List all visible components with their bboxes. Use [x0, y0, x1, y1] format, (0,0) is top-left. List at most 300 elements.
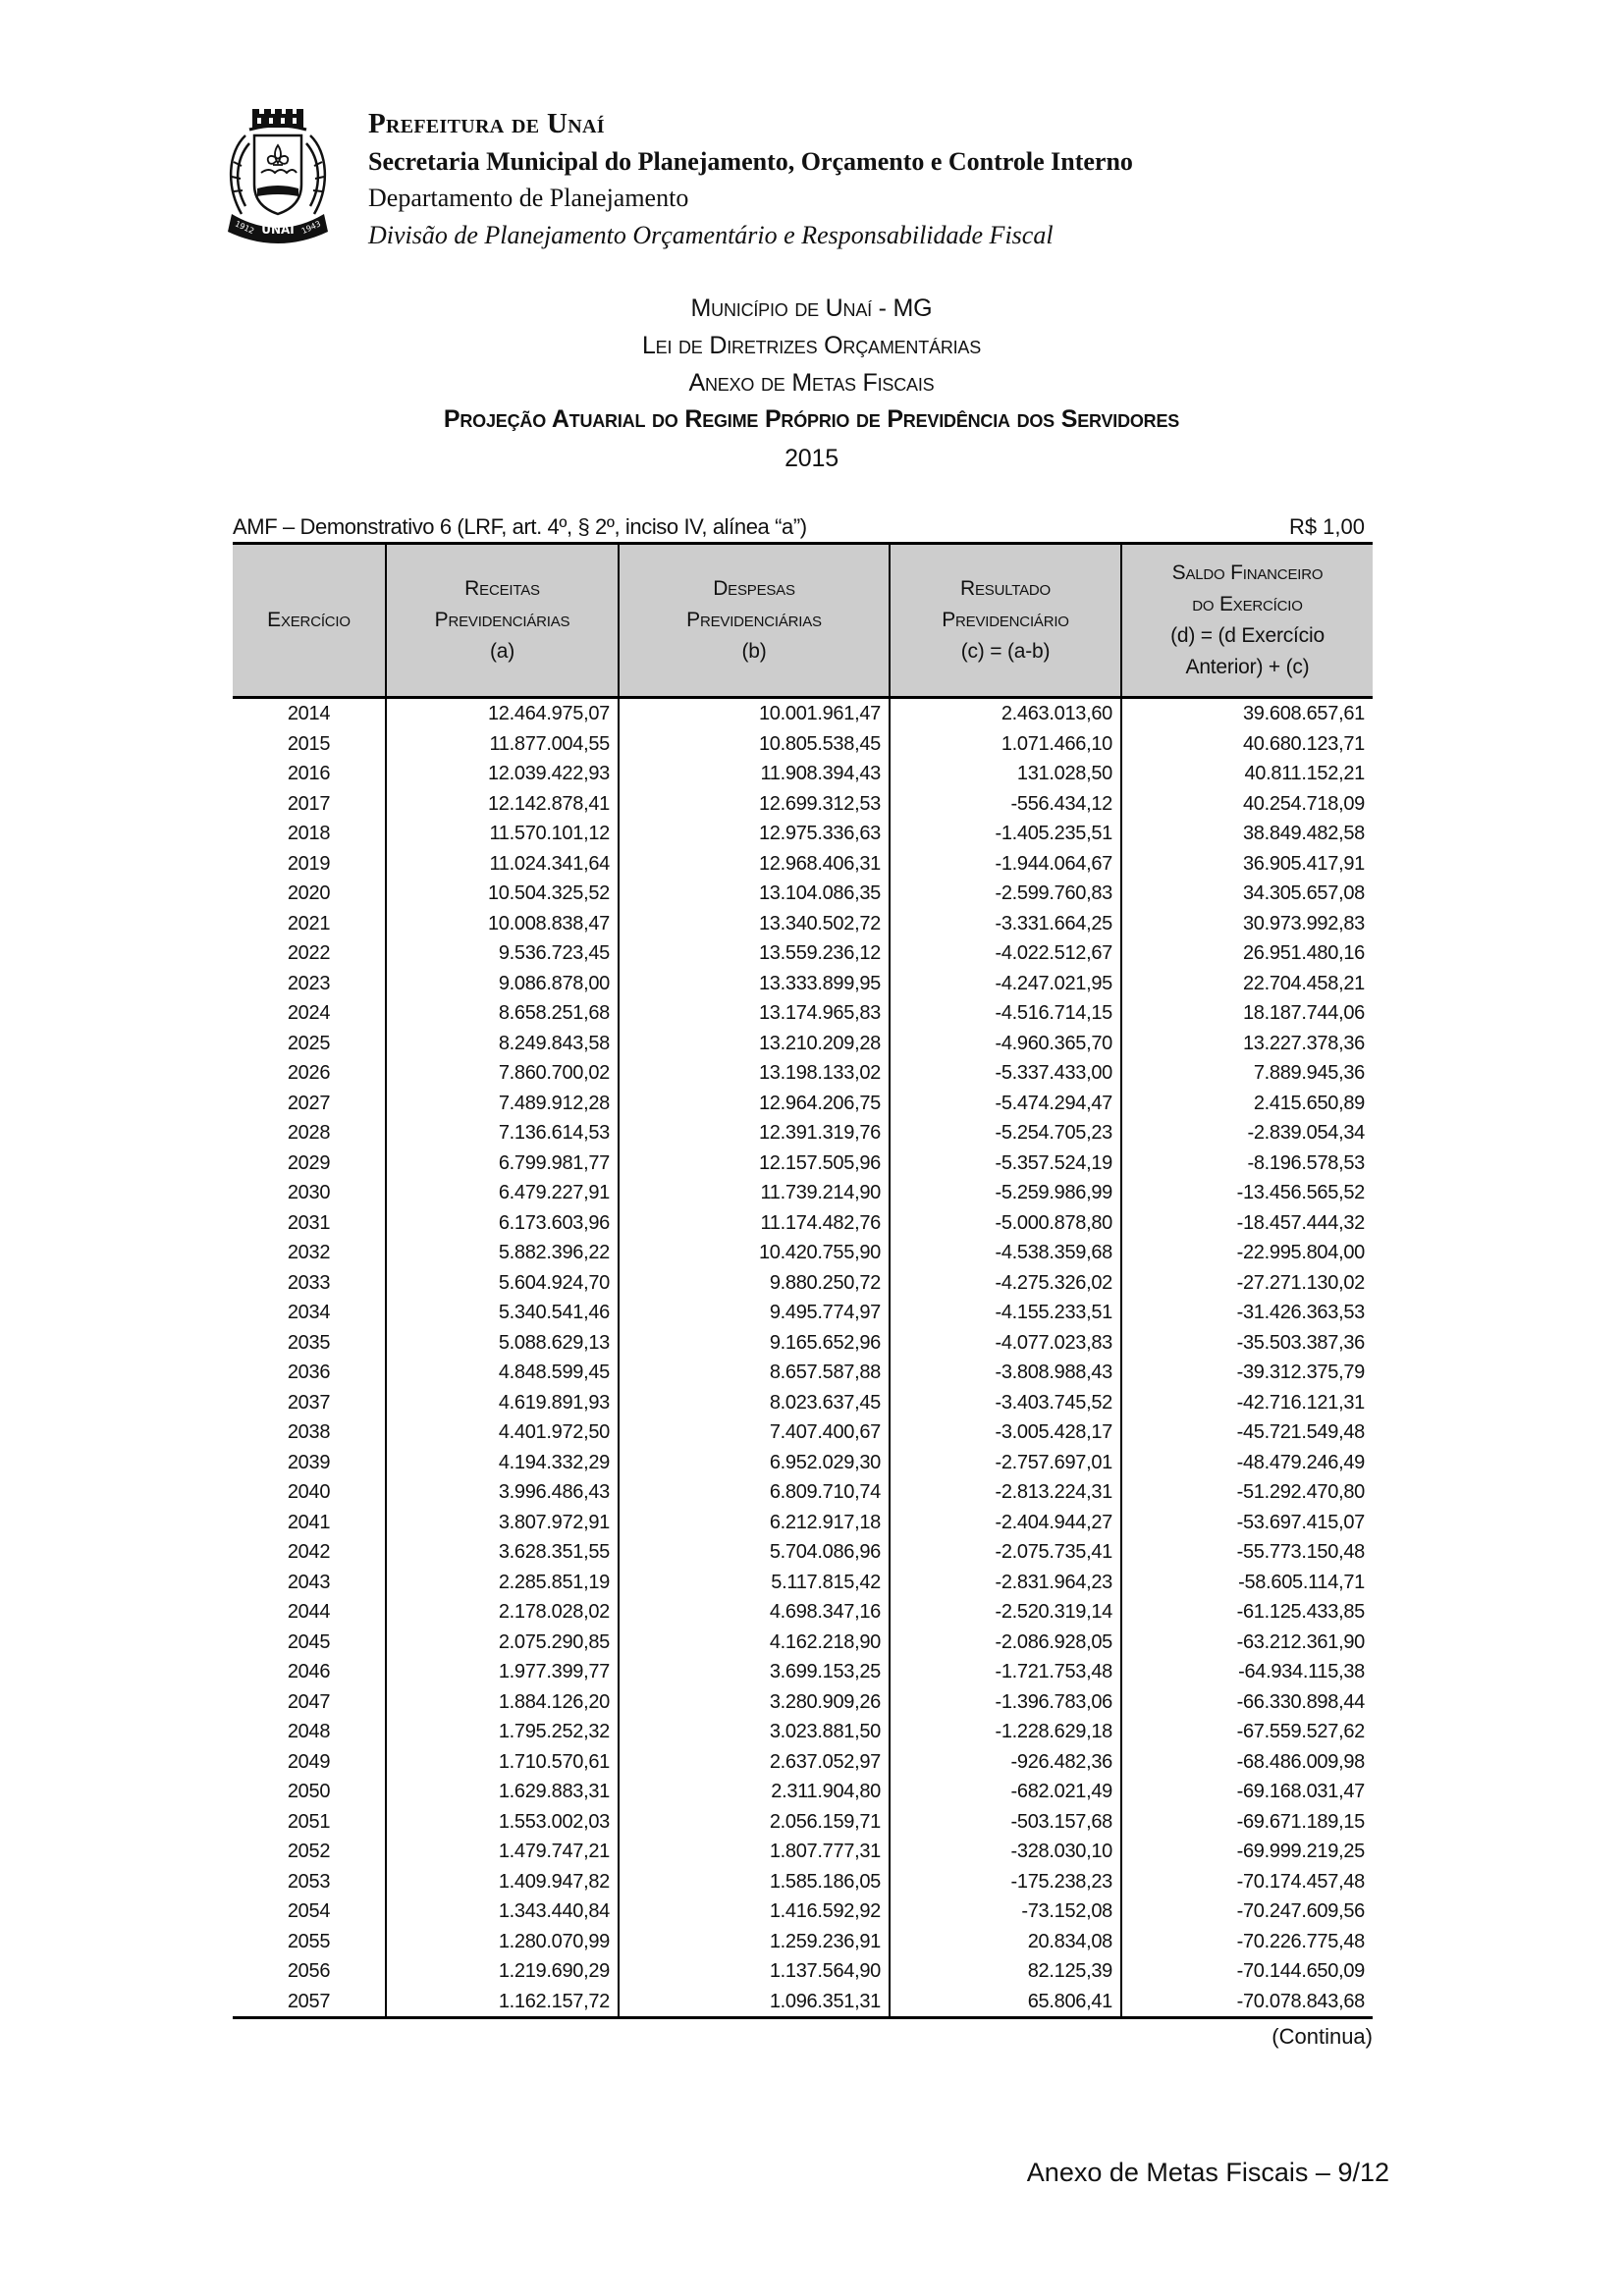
cell-despesas: 2.056.159,71 — [619, 1807, 890, 1838]
table-row — [233, 1777, 1373, 1807]
cell-despesas: 13.559.236,12 — [619, 938, 890, 969]
table-row — [233, 1747, 1373, 1778]
cell-resultado: -2.075.735,41 — [890, 1537, 1121, 1568]
table-row — [233, 1148, 1373, 1179]
table-row — [233, 1657, 1373, 1687]
cell-saldo: -58.605.114,71 — [1121, 1568, 1373, 1598]
table-row — [233, 849, 1373, 880]
cell-despesas: 13.174.965,83 — [619, 998, 890, 1029]
cell-receitas: 1.219.690,29 — [386, 1956, 619, 1987]
cell-saldo: -48.479.246,49 — [1121, 1448, 1373, 1478]
cell-exercicio: 2054 — [287, 1900, 331, 1922]
actuarial-projection-table — [233, 542, 1373, 2019]
cell-receitas: 7.860.700,02 — [386, 1058, 619, 1089]
municipal-coat-of-arms-logo — [220, 108, 336, 247]
cell-receitas: 9.086.878,00 — [386, 969, 619, 999]
cell-saldo: 39.608.657,61 — [1121, 698, 1373, 729]
cell-exercicio: 2038 — [287, 1421, 331, 1443]
cell-resultado: -2.599.760,83 — [890, 879, 1121, 909]
cell-despesas: 7.407.400,67 — [619, 1417, 890, 1448]
cell-resultado: -175.238,23 — [890, 1867, 1121, 1897]
cell-saldo: 40.680.123,71 — [1121, 729, 1373, 760]
table-row — [233, 1597, 1373, 1628]
cell-despesas: 10.420.755,90 — [619, 1238, 890, 1268]
cell-saldo: -67.559.527,62 — [1121, 1717, 1373, 1747]
cell-receitas: 7.489.912,28 — [386, 1089, 619, 1119]
coat-of-arms-icon — [220, 108, 336, 247]
table-row — [233, 1837, 1373, 1867]
cell-receitas: 1.280.070,99 — [386, 1927, 619, 1957]
cell-receitas: 11.024.341,64 — [386, 849, 619, 880]
cell-receitas: 5.340.541,46 — [386, 1298, 619, 1328]
department-name: Departamento de Planejamento — [368, 184, 689, 212]
cell-despesas: 12.391.319,76 — [619, 1118, 890, 1148]
cell-resultado: -4.275.326,02 — [890, 1268, 1121, 1299]
cell-receitas: 1.795.252,32 — [386, 1717, 619, 1747]
cell-despesas: 1.137.564,90 — [619, 1956, 890, 1987]
cell-exercicio: 2033 — [287, 1271, 331, 1294]
cell-exercicio: 2020 — [287, 882, 331, 904]
table-row — [233, 1927, 1373, 1957]
table-row — [233, 1388, 1373, 1418]
cell-saldo: 26.951.480,16 — [1121, 938, 1373, 969]
table-row — [233, 1537, 1373, 1568]
cell-despesas: 12.968.406,31 — [619, 849, 890, 880]
cell-resultado: 1.071.466,10 — [890, 729, 1121, 760]
logo-year-left: 1912 — [233, 219, 256, 237]
cell-saldo: -70.078.843,68 — [1121, 1987, 1373, 2018]
table-row — [233, 1208, 1373, 1239]
cell-saldo: -68.486.009,98 — [1121, 1747, 1373, 1778]
column-header-exercicio — [233, 544, 386, 698]
cell-exercicio: 2051 — [287, 1810, 331, 1833]
cell-receitas: 12.142.878,41 — [386, 789, 619, 820]
report-year: 2015 — [784, 445, 839, 473]
header-line: Previdenciárias — [686, 609, 822, 631]
cell-saldo: 34.305.657,08 — [1121, 879, 1373, 909]
cell-exercicio: 2043 — [287, 1571, 331, 1593]
cell-saldo: 40.254.718,09 — [1121, 789, 1373, 820]
cell-exercicio: 2045 — [287, 1630, 331, 1653]
logo-ribbon-text: UNAÍ — [261, 223, 295, 237]
cell-resultado: -5.254.705,23 — [890, 1118, 1121, 1148]
header-line: (b) — [741, 640, 767, 663]
cell-exercicio: 2022 — [287, 942, 331, 964]
cell-resultado: -1.228.629,18 — [890, 1717, 1121, 1747]
cell-exercicio: 2016 — [287, 763, 331, 784]
cell-receitas: 5.604.924,70 — [386, 1268, 619, 1299]
cell-receitas: 9.536.723,45 — [386, 938, 619, 969]
cell-exercicio: 2048 — [287, 1721, 331, 1742]
cell-despesas: 2.637.052,97 — [619, 1747, 890, 1778]
annex-title: Anexo de Metas Fiscais — [688, 368, 935, 397]
table-row — [233, 1568, 1373, 1598]
cell-despesas: 11.174.482,76 — [619, 1208, 890, 1239]
cell-receitas: 1.884.126,20 — [386, 1687, 619, 1718]
cell-saldo: -53.697.415,07 — [1121, 1508, 1373, 1538]
header-line: Previdenciário — [942, 609, 1069, 631]
secretariat-name: Secretaria Municipal do Planejamento, Orçamento e Controle Interno — [368, 146, 1133, 176]
cell-exercicio: 2034 — [287, 1302, 331, 1323]
cell-saldo: 2.415.650,89 — [1121, 1089, 1373, 1119]
cell-exercicio: 2041 — [287, 1511, 331, 1533]
demonstrativo-reference: AMF – Demonstrativo 6 (LRF, art. 4º, § 2º, inciso IV, alínea “a”) — [233, 514, 807, 539]
cell-resultado: -1.944.064,67 — [890, 849, 1121, 880]
cell-saldo: -63.212.361,90 — [1121, 1628, 1373, 1658]
table-header — [233, 544, 1373, 698]
cell-saldo: -61.125.433,85 — [1121, 1597, 1373, 1628]
table-row — [233, 819, 1373, 849]
column-header-saldo — [1121, 544, 1373, 698]
header-line: (a) — [489, 640, 515, 663]
cell-saldo: -69.999.219,25 — [1121, 1837, 1373, 1867]
cell-saldo: 36.905.417,91 — [1121, 849, 1373, 880]
cell-exercicio: 2025 — [287, 1032, 331, 1054]
cell-saldo: -31.426.363,53 — [1121, 1298, 1373, 1328]
cell-saldo: -35.503.387,36 — [1121, 1328, 1373, 1359]
cell-despesas: 10.001.961,47 — [619, 698, 890, 729]
cell-resultado: -4.022.512,67 — [890, 938, 1121, 969]
table-row — [233, 1477, 1373, 1508]
cell-despesas: 12.699.312,53 — [619, 789, 890, 820]
table-row — [233, 938, 1373, 969]
cell-exercicio: 2035 — [287, 1331, 331, 1354]
header-line: Despesas — [713, 577, 795, 600]
cell-exercicio: 2053 — [287, 1870, 331, 1893]
cell-receitas: 2.075.290,85 — [386, 1628, 619, 1658]
cell-despesas: 6.212.917,18 — [619, 1508, 890, 1538]
header-line: Saldo Financeiro — [1171, 561, 1324, 584]
header-line: Resultado — [960, 577, 1051, 600]
law-title: Lei de Diretrizes Orçamentárias — [641, 331, 982, 359]
cell-saldo: -55.773.150,48 — [1121, 1537, 1373, 1568]
cell-receitas: 10.008.838,47 — [386, 909, 619, 939]
cell-exercicio: 2024 — [287, 1002, 331, 1024]
cell-despesas: 9.495.774,97 — [619, 1298, 890, 1328]
header-line: (c) = (a-b) — [960, 640, 1051, 663]
cell-receitas: 1.343.440,84 — [386, 1896, 619, 1927]
cell-resultado: -3.808.988,43 — [890, 1358, 1121, 1388]
cell-exercicio: 2014 — [287, 703, 331, 724]
table-row — [233, 879, 1373, 909]
cell-exercicio: 2044 — [287, 1601, 331, 1623]
cell-receitas: 10.504.325,52 — [386, 879, 619, 909]
cell-receitas: 2.285.851,19 — [386, 1568, 619, 1598]
cell-despesas: 5.117.815,42 — [619, 1568, 890, 1598]
cell-exercicio: 2032 — [287, 1242, 331, 1263]
cell-resultado: -5.337.433,00 — [890, 1058, 1121, 1089]
table-row — [233, 759, 1373, 789]
cell-receitas: 8.249.843,58 — [386, 1029, 619, 1059]
cell-saldo: -64.934.115,38 — [1121, 1657, 1373, 1687]
table-row — [233, 1807, 1373, 1838]
cell-despesas: 13.340.502,72 — [619, 909, 890, 939]
cell-saldo: -70.226.775,48 — [1121, 1927, 1373, 1957]
cell-receitas: 1.553.002,03 — [386, 1807, 619, 1838]
cell-resultado: -1.396.783,06 — [890, 1687, 1121, 1718]
cell-despesas: 12.157.505,96 — [619, 1148, 890, 1179]
cell-exercicio: 2026 — [287, 1062, 331, 1084]
cell-despesas: 1.416.592,92 — [619, 1896, 890, 1927]
cell-exercicio: 2021 — [287, 912, 331, 934]
cell-exercicio: 2029 — [287, 1151, 331, 1174]
cell-despesas: 3.280.909,26 — [619, 1687, 890, 1718]
table-row — [233, 1628, 1373, 1658]
cell-resultado: 82.125,39 — [890, 1956, 1121, 1987]
cell-resultado: 65.806,41 — [890, 1987, 1121, 2018]
cell-saldo: 18.187.744,06 — [1121, 998, 1373, 1029]
table-row — [233, 1118, 1373, 1148]
cell-despesas: 8.657.587,88 — [619, 1358, 890, 1388]
table-row — [233, 969, 1373, 999]
cell-resultado: -5.474.294,47 — [890, 1089, 1121, 1119]
cell-resultado: -503.157,68 — [890, 1807, 1121, 1838]
table-row — [233, 1448, 1373, 1478]
cell-resultado: -682.021,49 — [890, 1777, 1121, 1807]
municipality-title: Município de Unaí - MG — [690, 294, 933, 322]
cell-exercicio: 2050 — [287, 1781, 331, 1802]
cell-despesas: 9.165.652,96 — [619, 1328, 890, 1359]
cell-receitas: 6.173.603,96 — [386, 1208, 619, 1239]
cell-receitas: 8.658.251,68 — [386, 998, 619, 1029]
cell-resultado: 2.463.013,60 — [890, 698, 1121, 729]
cell-resultado: -73.152,08 — [890, 1896, 1121, 1927]
table-row — [233, 789, 1373, 820]
division-name: Divisão de Planejamento Orçamentário e Responsabilidade Fiscal — [368, 220, 1054, 249]
cell-resultado: -4.538.359,68 — [890, 1238, 1121, 1268]
cell-saldo: 40.811.152,21 — [1121, 759, 1373, 789]
cell-receitas: 1.629.883,31 — [386, 1777, 619, 1807]
cell-saldo: -66.330.898,44 — [1121, 1687, 1373, 1718]
cell-resultado: -4.516.714,15 — [890, 998, 1121, 1029]
cell-resultado: -2.831.964,23 — [890, 1568, 1121, 1598]
cell-despesas: 13.198.133,02 — [619, 1058, 890, 1089]
cell-despesas: 1.585.186,05 — [619, 1867, 890, 1897]
cell-saldo: 22.704.458,21 — [1121, 969, 1373, 999]
table-row — [233, 1717, 1373, 1747]
cell-exercicio: 2056 — [287, 1960, 331, 1982]
cell-despesas: 13.210.209,28 — [619, 1029, 890, 1059]
cell-despesas: 3.023.881,50 — [619, 1717, 890, 1747]
cell-exercicio: 2015 — [287, 732, 331, 755]
cell-despesas: 13.104.086,35 — [619, 879, 890, 909]
cell-despesas: 12.964.206,75 — [619, 1089, 890, 1119]
cell-resultado: 20.834,08 — [890, 1927, 1121, 1957]
cell-resultado: -3.403.745,52 — [890, 1388, 1121, 1418]
cell-exercicio: 2018 — [287, 823, 331, 844]
cell-receitas: 2.178.028,02 — [386, 1597, 619, 1628]
cell-resultado: -3.005.428,17 — [890, 1417, 1121, 1448]
cell-resultado: -2.404.944,27 — [890, 1508, 1121, 1538]
cell-saldo: -69.671.189,15 — [1121, 1807, 1373, 1838]
cell-saldo: -70.174.457,48 — [1121, 1867, 1373, 1897]
cell-resultado: -5.259.986,99 — [890, 1178, 1121, 1208]
cell-receitas: 4.848.599,45 — [386, 1358, 619, 1388]
table-row — [233, 1867, 1373, 1897]
cell-resultado: -2.086.928,05 — [890, 1628, 1121, 1658]
cell-resultado: -2.813.224,31 — [890, 1477, 1121, 1508]
cell-saldo: -51.292.470,80 — [1121, 1477, 1373, 1508]
column-header-receitas — [386, 544, 619, 698]
letterhead — [368, 106, 1133, 253]
table-row — [233, 1687, 1373, 1718]
cell-resultado: -3.331.664,25 — [890, 909, 1121, 939]
cell-receitas: 4.194.332,29 — [386, 1448, 619, 1478]
cell-despesas: 13.333.899,95 — [619, 969, 890, 999]
table-row — [233, 1417, 1373, 1448]
cell-exercicio: 2049 — [287, 1750, 331, 1773]
column-header-despesas — [619, 544, 890, 698]
cell-resultado: -4.077.023,83 — [890, 1328, 1121, 1359]
table-row — [233, 1896, 1373, 1927]
table-row — [233, 729, 1373, 760]
table-row — [233, 1178, 1373, 1208]
cell-saldo: 30.973.992,83 — [1121, 909, 1373, 939]
cell-despesas: 9.880.250,72 — [619, 1268, 890, 1299]
cell-resultado: -1.721.753,48 — [890, 1657, 1121, 1687]
table-row — [233, 1956, 1373, 1987]
cell-despesas: 4.162.218,90 — [619, 1628, 890, 1658]
table-caption — [233, 512, 1373, 542]
cell-exercicio: 2031 — [287, 1211, 331, 1234]
cell-exercicio: 2027 — [287, 1092, 331, 1114]
cell-despesas: 12.975.336,63 — [619, 819, 890, 849]
cell-receitas: 11.570.101,12 — [386, 819, 619, 849]
table-row — [233, 1268, 1373, 1299]
cell-exercicio: 2036 — [287, 1362, 331, 1383]
cell-despesas: 2.311.904,80 — [619, 1777, 890, 1807]
cell-receitas: 3.628.351,55 — [386, 1537, 619, 1568]
header-line: Exercício — [267, 609, 351, 631]
table-body — [233, 698, 1373, 2018]
cell-exercicio: 2030 — [287, 1182, 331, 1203]
cell-receitas: 4.619.891,93 — [386, 1388, 619, 1418]
organization-name: Prefeitura de Unaí — [368, 108, 605, 139]
cell-saldo: -45.721.549,48 — [1121, 1417, 1373, 1448]
cell-exercicio: 2057 — [233, 1987, 386, 2018]
table-row — [233, 1508, 1373, 1538]
cell-receitas: 11.877.004,55 — [386, 729, 619, 760]
cell-receitas: 1.409.947,82 — [386, 1867, 619, 1897]
cell-receitas: 4.401.972,50 — [386, 1417, 619, 1448]
header-line: Previdenciárias — [434, 609, 570, 631]
cell-exercicio: 2017 — [287, 792, 331, 815]
currency-unit: R$ 1,00 — [1288, 514, 1365, 539]
document-title-block — [0, 291, 1623, 478]
cell-receitas: 1.479.747,21 — [386, 1837, 619, 1867]
cell-resultado: -926.482,36 — [890, 1747, 1121, 1778]
cell-despesas: 1.807.777,31 — [619, 1837, 890, 1867]
cell-saldo: -27.271.130,02 — [1121, 1268, 1373, 1299]
cell-receitas: 3.807.972,91 — [386, 1508, 619, 1538]
table-row — [233, 1029, 1373, 1059]
table-row — [233, 1089, 1373, 1119]
header-line: (d) = (d Exercício — [1170, 624, 1325, 647]
cell-receitas: 12.464.975,07 — [386, 698, 619, 729]
cell-resultado: -328.030,10 — [890, 1837, 1121, 1867]
cell-saldo: -18.457.444,32 — [1121, 1208, 1373, 1239]
cell-despesas: 11.739.214,90 — [619, 1178, 890, 1208]
cell-saldo: -2.839.054,34 — [1121, 1118, 1373, 1148]
cell-saldo: -42.716.121,31 — [1121, 1388, 1373, 1418]
cell-receitas: 6.479.227,91 — [386, 1178, 619, 1208]
cell-saldo: -39.312.375,79 — [1121, 1358, 1373, 1388]
cell-receitas: 5.088.629,13 — [386, 1328, 619, 1359]
cell-exercicio: 2052 — [287, 1841, 331, 1862]
cell-despesas: 1.259.236,91 — [619, 1927, 890, 1957]
cell-receitas: 12.039.422,93 — [386, 759, 619, 789]
cell-exercicio: 2055 — [287, 1930, 331, 1952]
header-line: do Exercício — [1192, 593, 1303, 615]
header-line: Receitas — [464, 577, 540, 600]
cell-exercicio: 2047 — [287, 1690, 331, 1713]
table-row — [233, 1058, 1373, 1089]
cell-despesas: 10.805.538,45 — [619, 729, 890, 760]
cell-despesas: 3.699.153,25 — [619, 1657, 890, 1687]
cell-despesas: 4.698.347,16 — [619, 1597, 890, 1628]
cell-receitas: 1.710.570,61 — [386, 1747, 619, 1778]
cell-exercicio: 2039 — [287, 1451, 331, 1473]
cell-exercicio: 2037 — [287, 1391, 331, 1414]
cell-exercicio: 2040 — [287, 1481, 331, 1503]
cell-saldo: -70.247.609,56 — [1121, 1896, 1373, 1927]
table-row — [233, 1987, 1373, 2018]
cell-resultado: -2.520.319,14 — [890, 1597, 1121, 1628]
cell-saldo: -70.144.650,09 — [1121, 1956, 1373, 1987]
table-row — [233, 1298, 1373, 1328]
cell-despesas: 5.704.086,96 — [619, 1537, 890, 1568]
continuation-note: (Continua) — [1271, 2024, 1373, 2049]
table-row — [233, 909, 1373, 939]
cell-resultado: -5.000.878,80 — [890, 1208, 1121, 1239]
cell-saldo: 7.889.945,36 — [1121, 1058, 1373, 1089]
logo-year-right: 1943 — [299, 219, 323, 237]
cell-resultado: 131.028,50 — [890, 759, 1121, 789]
cell-receitas: 5.882.396,22 — [386, 1238, 619, 1268]
cell-resultado: -4.247.021,95 — [890, 969, 1121, 999]
cell-receitas: 1.977.399,77 — [386, 1657, 619, 1687]
cell-saldo: 13.227.378,36 — [1121, 1029, 1373, 1059]
cell-exercicio: 2042 — [287, 1541, 331, 1563]
cell-saldo: -8.196.578,53 — [1121, 1148, 1373, 1179]
page-footer: Anexo de Metas Fiscais – 9/12 — [1026, 2158, 1389, 2187]
cell-despesas: 6.809.710,74 — [619, 1477, 890, 1508]
cell-exercicio: 2019 — [287, 852, 331, 875]
cell-resultado: -1.405.235,51 — [890, 819, 1121, 849]
header-line: Anterior) + (c) — [1185, 656, 1310, 678]
cell-saldo: -13.456.565,52 — [1121, 1178, 1373, 1208]
cell-despesas: 11.908.394,43 — [619, 759, 890, 789]
table-row — [233, 698, 1373, 729]
cell-resultado: -4.960.365,70 — [890, 1029, 1121, 1059]
column-header-resultado — [890, 544, 1121, 698]
cell-exercicio: 2023 — [287, 972, 331, 994]
table-row — [233, 1238, 1373, 1268]
cell-saldo: -69.168.031,47 — [1121, 1777, 1373, 1807]
cell-receitas: 1.162.157,72 — [386, 1987, 619, 2018]
cell-receitas: 3.996.486,43 — [386, 1477, 619, 1508]
cell-resultado: -4.155.233,51 — [890, 1298, 1121, 1328]
cell-receitas: 6.799.981,77 — [386, 1148, 619, 1179]
cell-exercicio: 2028 — [287, 1122, 331, 1144]
table-row — [233, 998, 1373, 1029]
table-row — [233, 1358, 1373, 1388]
cell-receitas: 7.136.614,53 — [386, 1118, 619, 1148]
cell-resultado: -5.357.524,19 — [890, 1148, 1121, 1179]
cell-saldo: 38.849.482,58 — [1121, 819, 1373, 849]
cell-despesas: 8.023.637,45 — [619, 1388, 890, 1418]
cell-saldo: -22.995.804,00 — [1121, 1238, 1373, 1268]
